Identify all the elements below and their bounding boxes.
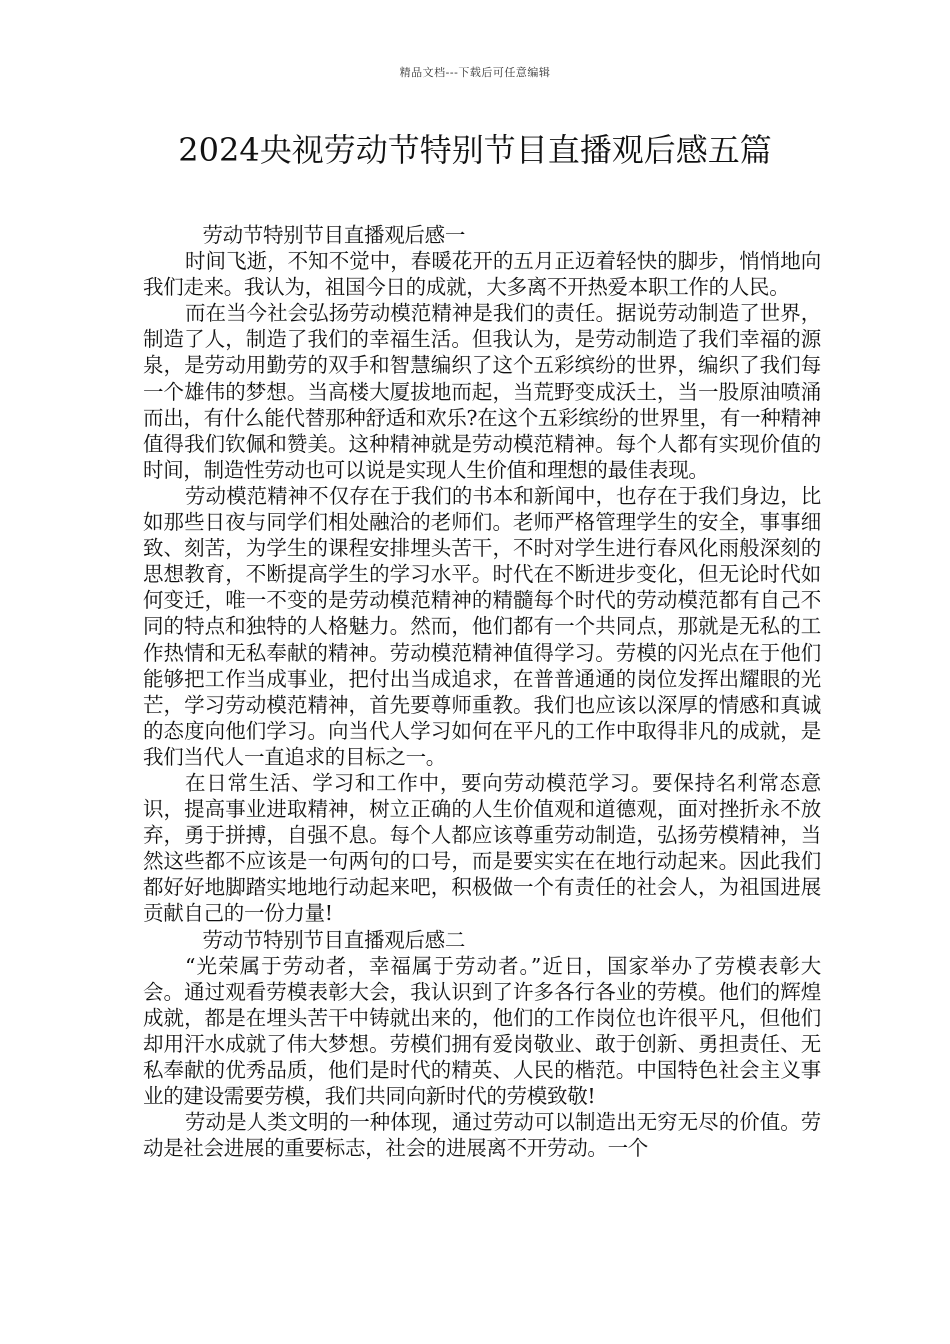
page-header: 精品文档---下载后可任意编辑 xyxy=(399,66,551,79)
section-heading: 劳动节特别节目直播观后感二 xyxy=(202,927,466,952)
paragraph: 而在当今社会弘扬劳动模范精神是我们的责任。据说劳动制造了世界，制造了人，制造了我们的幸福生活。但我认为，是劳动制造了我们幸福的源泉，是劳动用勤劳的双手和智慧编织了这个五彩缤纷的世界，编织了我们每一个雄伟的梦想。当高楼大厦拔地而起，当荒野变成沃土，当一股原油喷涌而出，有什么能代替那种舒适和欢乐?在这个五彩缤纷的世界里，有一种精神值得我们钦佩和赞美。这种精神就是劳动模范精神。每个人都有实现价值的时间，制造性劳动也可以说是实现人生价值和理想的最佳表现。 xyxy=(143,301,821,482)
paragraph: 时间飞逝，不知不觉中，春暖花开的五月正迈着轻快的脚步，悄悄地向我们走来。我认为，祖国今日的成就，大多离不开热爱本职工作的人民。 xyxy=(143,249,821,300)
paragraph: 劳动模范精神不仅存在于我们的书本和新闻中，也存在于我们身边，比如那些日夜与同学们相处融洽的老师们。老师严格管理学生的安全，事事细致、刻苦，为学生的课程安排埋头苦干，不时对学生进行春风化雨般深刻的思想教育，不断提高学生的学习水平。时代在不断进步变化，但无论时代如何变迁，唯一不变的是劳动模范精神的精髓每个时代的劳动模范都有自己不同的特点和独特的人格魅力。然而，他们都有一个共同点，那就是无私的工作热情和无私奉献的精神。劳动模范精神值得学习。劳模的闪光点在于他们能够把工作当成事业，把付出当成追求，在普普通通的岗位发挥出耀眼的光芒，学习劳动模范精神，首先要尊师重教。我们也应该以深厚的情感和真诚的态度向他们学习。向当代人学习如何在平凡的工作中取得非凡的成就，是我们当代人一直追求的目标之一。 xyxy=(143,483,821,769)
paragraph: “光荣属于劳动者，幸福属于劳动者。”近日，国家举办了劳模表彰大会。通过观看劳模表彰大会，我认识到了许多各行各业的劳模。他们的辉煌成就，都是在埋头苦干中铸就出来的，他们的工作岗位也许很平凡，但他们却用汗水成就了伟大梦想。劳模们拥有爱岗敬业、敢于创新、勇担责任、无私奉献的优秀品质，他们是时代的精英、人民的楷范。中国特色社会主义事业的建设需要劳模，我们共同向新时代的劳模致敬! xyxy=(143,953,821,1109)
section-heading: 劳动节特别节目直播观后感一 xyxy=(202,223,466,247)
document-body xyxy=(143,222,821,1161)
document-title: 2024央视劳动节特别节目直播观后感五篇 xyxy=(178,131,772,169)
paragraph: 在日常生活、学习和工作中，要向劳动模范学习。要保持名利常态意识，提高事业进取精神，树立正确的人生价值观和道德观，面对挫折永不放弃，勇于拼搏，自强不息。每个人都应该尊重劳动制造，弘扬劳模精神，当然这些都不应该是一句两句的口号，而是要实实在在地行动起来。因此我们都好好地脚踏实地地行动起来吧，积极做一个有责任的社会人，为祖国进展贡献自己的一份力量! xyxy=(143,770,821,926)
paragraph: 劳动是人类文明的一种体现，通过劳动可以制造出无穷无尽的价值。劳动是社会进展的重要标志，社会的进展离不开劳动。一个 xyxy=(143,1110,821,1161)
